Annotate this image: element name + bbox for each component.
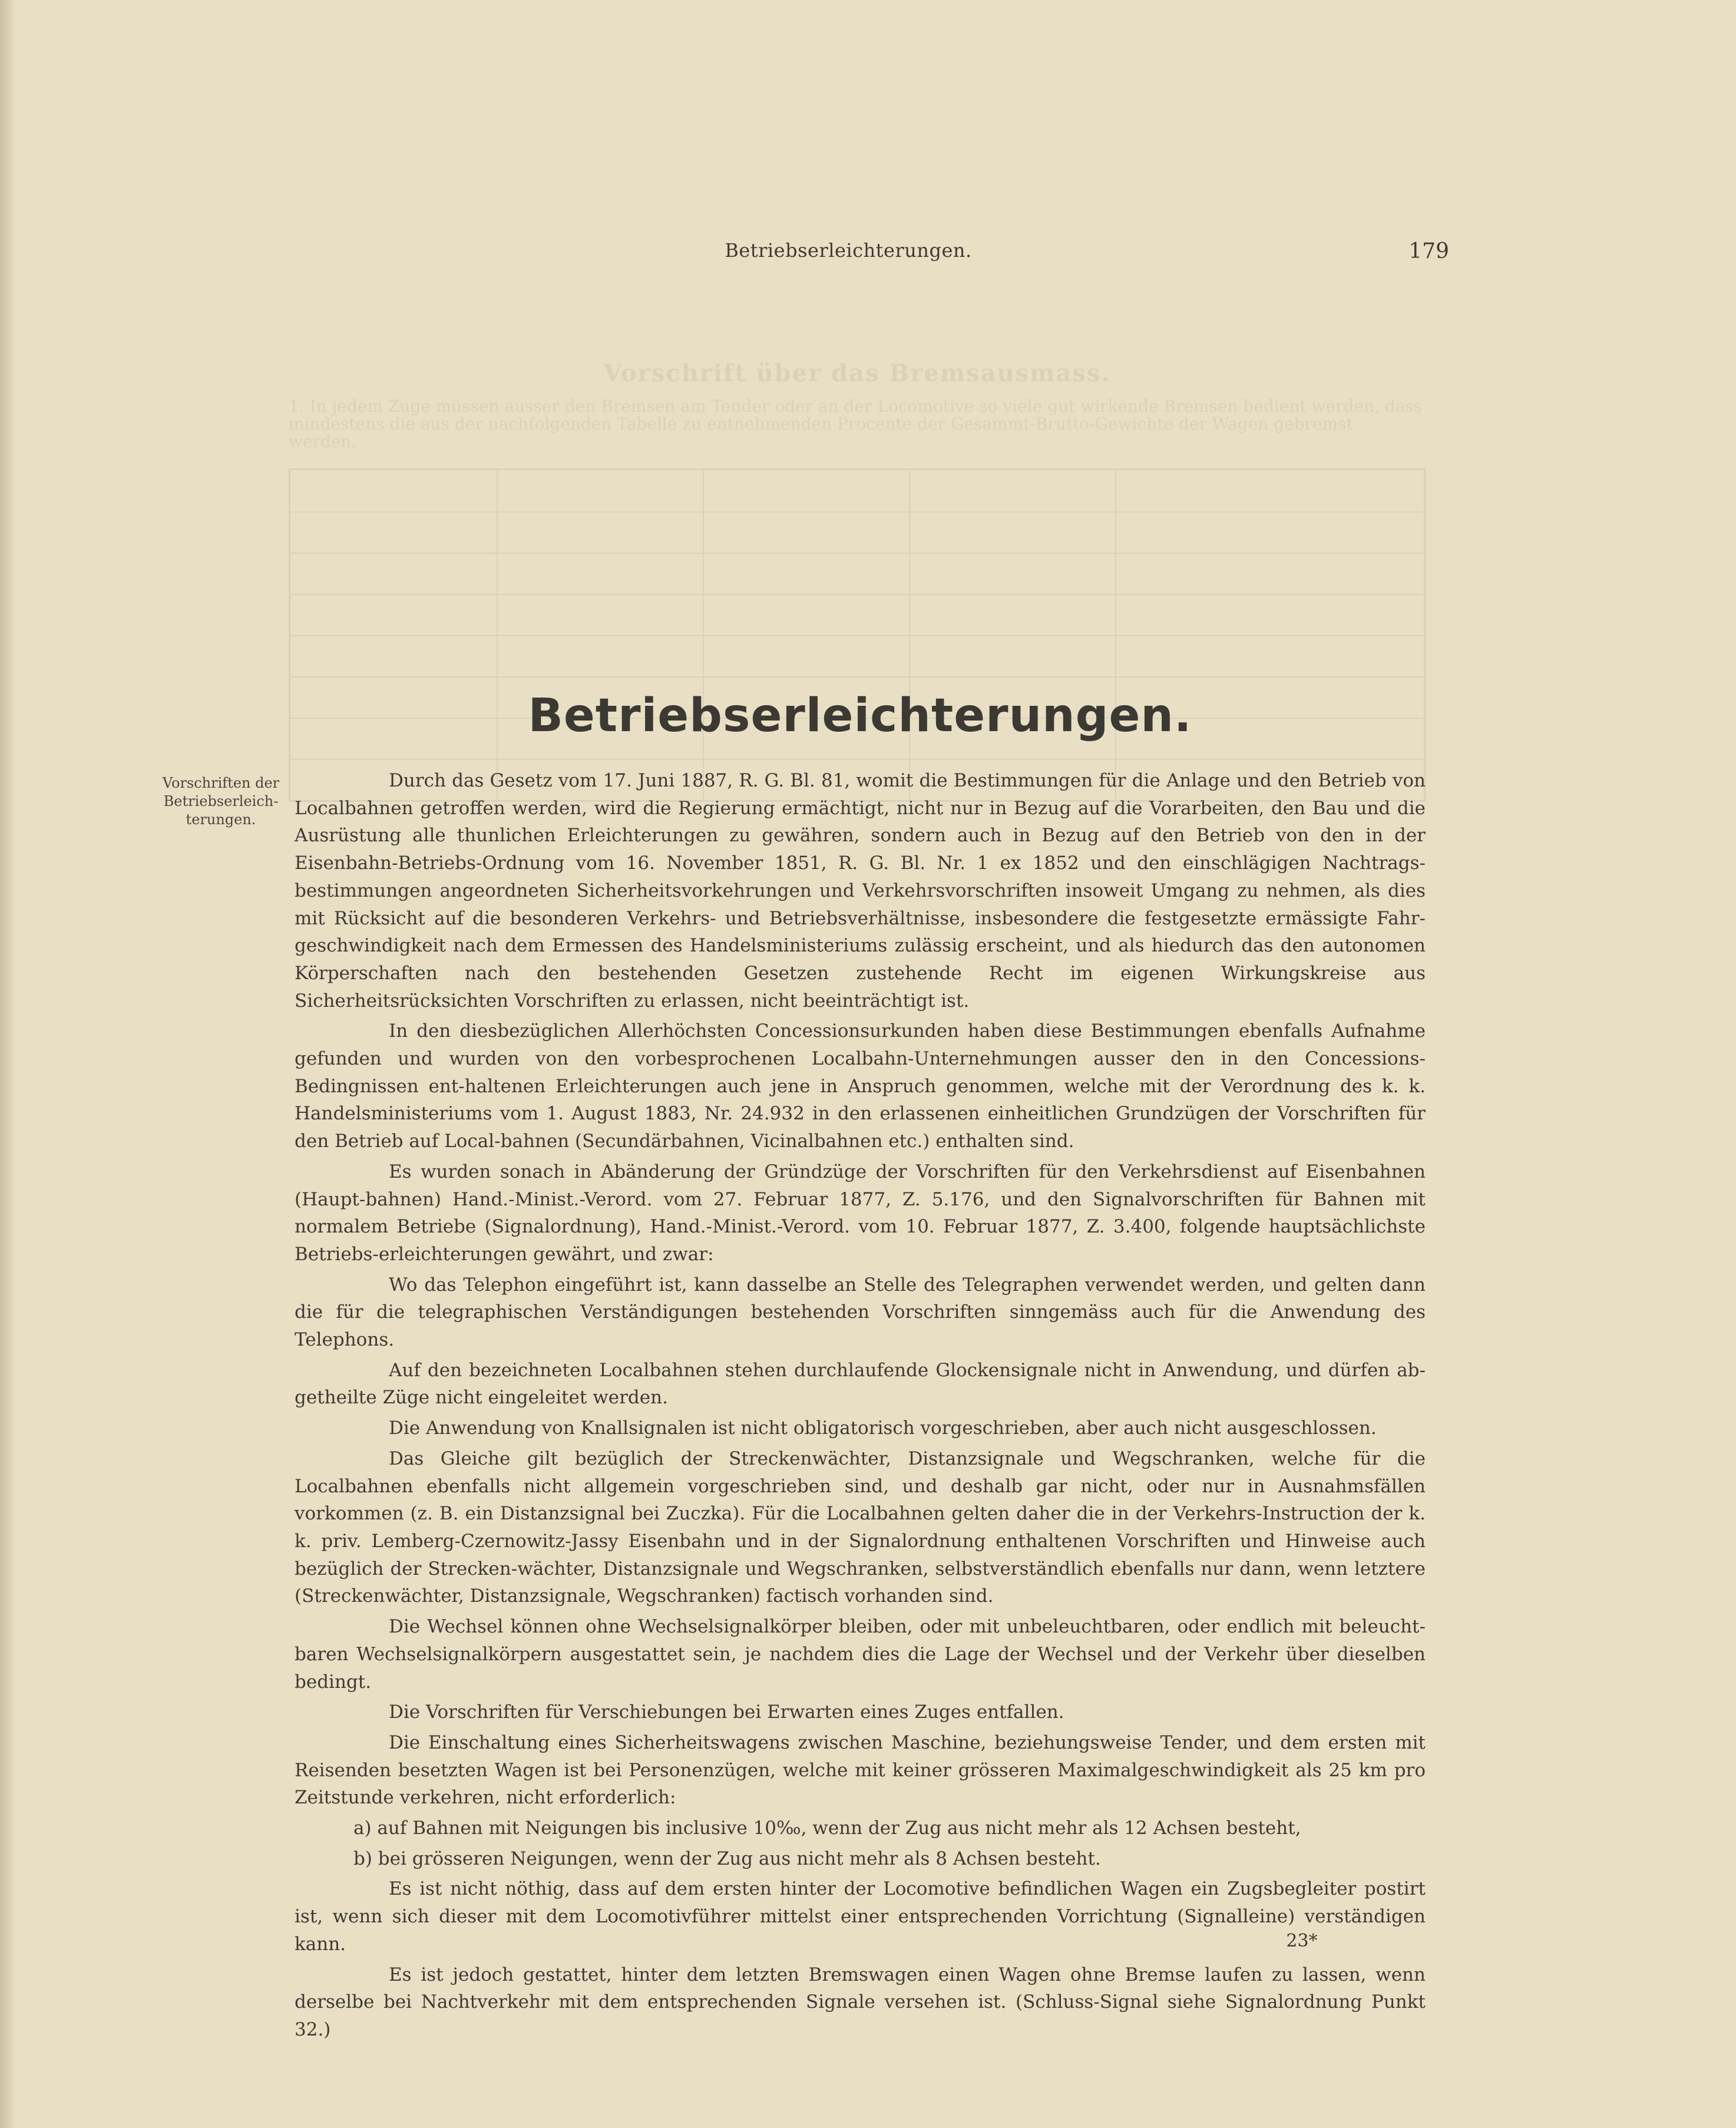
paragraph: Es ist nicht nöthig, dass auf dem ersten hinter der Locomotive befindlichen Wagen ein Zugsbegleiter postirt ist, wenn sich dieser mit dem Locomotivführer mittelst einer entsprechenden Vorrichtung (Signalleine) verständigen kann. — [295, 1878, 1426, 1955]
bleed-table — [289, 468, 1426, 802]
margin-note-text: Vorschriften der Betriebserleich-terungen. — [162, 775, 280, 828]
paragraph: Die Anwendung von Knallsignalen ist nicht obligatorisch vorgeschrieben, aber auch nicht ausgeschlossen. — [389, 1417, 1377, 1439]
list-item: b) bei grösseren Neigungen, wenn der Zug aus nicht mehr als 8 Achsen besteht. — [353, 1848, 1101, 1869]
signature-mark: 23* — [1286, 1931, 1318, 1951]
paragraph: Das Gleiche gilt bezüglich der Streckenwächter, Distanzsignale und Wegschranken, welche für die Localbahnen ebenfalls nicht allgemein vorgeschrieben sind, und deshalb gar nicht, oder nur in Ausnahmsfällen vorkommen (z. B. ein Distanzsignal bei Zuczka). Für die Localbahnen gelten daher die in der Verkehrs-Instruction der k. k. priv. Lemberg-Czernowitz-Jassy Eisenbahn und in der Signalordnung enthaltenen Vorschriften und Hinweise auch bezüglich der Strecken-wächter, Distanzsignale und Wegschranken, selbstverständlich ebenfalls nur dann, wenn letztere (Streckenwächter, Distanzsignale, Wegschranken) factisch vorhanden sind. — [295, 1448, 1426, 1607]
bleed-line: 1. In jedem Zuge müssen ausser den Bremsen am Tender oder an der Locomotive so viele gut wirkende Bremsen bedient werden, dass mindestens die aus der nachfolgenden Tabelle zu entnehmenden Procente der Gesammt-Brutto-Gewichte der Wagen gebremst werden. — [289, 396, 1423, 451]
paragraph: In den diesbezüglichen Allerhöchsten Concessionsurkunden haben diese Bestimmungen ebenfalls Aufnahme gefunden und wurden von den vorbesprochenen Localbahn-Unternehmungen ausser den in den Concessions-Bedingnissen ent-haltenen Erleichterungen auch jene in Anspruch genommen, welche mit der Verordnung des k. k. Handelsministeriums vom 1. August 1883, Nr. 24.932 in den erlassenen einheitlichen Grundzügen der Vorschriften für den Betrieb auf Local-bahnen (Secundärbahnen, Vicinalbahnen etc.) enthalten sind. — [295, 1020, 1426, 1152]
running-header: Betriebserleichterungen. — [725, 239, 972, 262]
bleed-heading: Vorschrift über das Bremsausmass. — [603, 359, 1111, 387]
paragraph: Durch das Gesetz vom 17. Juni 1887, R. G. Bl. 81, womit die Bestimmungen für die Anlage und den Betrieb von Localbahnen getroffen werden, wird die Regierung ermächtigt, nicht nur in Bezug auf die Vorarbeiten, den Bau und die Ausrüstung alle thunlichen Erleichterungen zu gewähren, sondern auch in Bezug auf den Betrieb von den in der Eisenbahn-Betriebs-Ordnung vom 16. November 1851, R. G. Bl. Nr. 1 ex 1852 und den einschlägigen Nachtrags-bestimmungen angeordneten Sicherheitsvorkehrungen und Verkehrsvorschriften insoweit Umgang zu nehmen, als dies mit Rücksicht auf die besonderen Verkehrs- und Betriebsverhältnisse, insbesondere die festgesetzte ermässigte Fahr-geschwindigkeit nach dem Ermessen des Handelsministeriums zulässig erscheint, und als hiedurch das den autonomen Körperschaften nach den bestehenden Gesetzen zustehende Recht im eigenen Wirkungskreise aus Sicherheitsrücksichten Vorschriften zu erlassen, nicht beeinträchtigt ist. — [295, 770, 1426, 1012]
body-text — [295, 767, 1426, 2047]
paragraph: Die Einschaltung eines Sicherheitswagens zwischen Maschine, beziehungsweise Tender, und dem ersten mit Reisenden besetzten Wagen ist bei Personenzügen, welche mit keiner grösseren Maximalgeschwindigkeit als 25 km pro Zeitstunde verkehren, nicht erforderlich: — [295, 1732, 1426, 1809]
paragraph: Es ist jedoch gestattet, hinter dem letzten Bremswagen einen Wagen ohne Bremse laufen zu lassen, wenn derselbe bei Nachtverkehr mit dem entsprechenden Signale versehen ist. (Schluss-Signal siehe Signalordnung Punkt 32.) — [295, 1964, 1426, 2040]
paragraph: Die Wechsel können ohne Wechselsignalkörper bleiben, oder mit unbeleuchtbaren, oder endlich mit beleucht-baren Wechselsignalkörpern ausgestattet sein, je nachdem dies die Lage der Wechsel und der Verkehr über dieselben bedingt. — [295, 1616, 1426, 1693]
paragraph: Es wurden sonach in Abänderung der Gründzüge der Vorschriften für den Verkehrsdienst auf Eisenbahnen (Haupt-bahnen) Hand.-Minist.-Verord. vom 27. Februar 1877, Z. 5.176, und den Signalvorschriften für Bahnen mit normalem Betriebe (Signalordnung), Hand.-Minist.-Verord. vom 10. Februar 1877, Z. 3.400, folgende hauptsächlichste Betriebs-erleichterungen gewährt, und zwar: — [295, 1161, 1426, 1265]
paragraph: Wo das Telephon eingeführt ist, kann dasselbe an Stelle des Telegraphen verwendet werden, und gelten dann die für die telegraphischen Verständigungen bestehenden Vorschriften sinngemäss auch für die Anwendung des Telephons. — [295, 1274, 1426, 1351]
paragraph: Auf den bezeichneten Localbahnen stehen durchlaufende Glockensignale nicht in Anwendung, und dürfen ab-getheilte Züge nicht eingeleitet werden. — [295, 1359, 1426, 1409]
page-edge — [0, 0, 15, 2128]
list-item: a) auf Bahnen mit Neigungen bis inclusive 10‰, wenn der Zug aus nicht mehr als 12 Achsen besteht, — [353, 1818, 1301, 1839]
section-title: Betriebserleichterungen. — [528, 689, 1192, 742]
margin-note — [153, 774, 289, 829]
page-number: 179 — [1408, 239, 1449, 263]
paragraph: Die Vorschriften für Verschiebungen bei Erwarten eines Zuges entfallen. — [389, 1701, 1064, 1723]
